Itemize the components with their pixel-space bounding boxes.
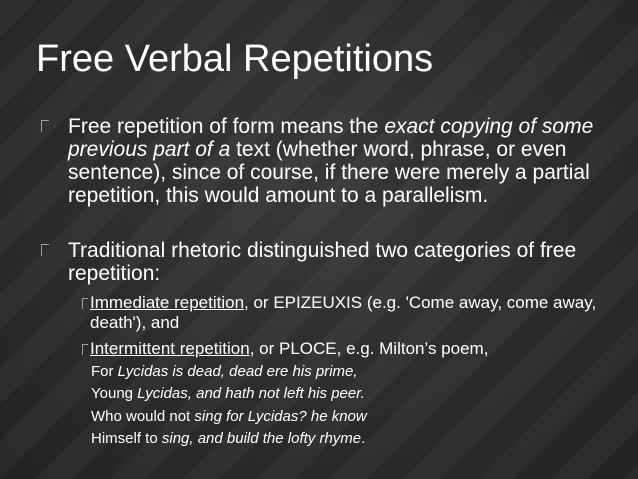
bullet-marker-icon [41, 244, 49, 256]
bullet-free-repetition [68, 115, 608, 207]
bullet-traditional-rhetoric [68, 239, 608, 285]
term-underlined: Intermittent repetition [90, 339, 250, 358]
bullet-emphasis: exact copying of some previous part of a [68, 115, 594, 161]
subbullet-text: , or PLOCE, e.g. Milton’s poem, [249, 339, 489, 358]
bullet-text: Free repetition of form means the [68, 115, 385, 138]
slide-title: Free Verbal Repetitions [36, 38, 434, 80]
bullet-marker-icon [41, 120, 49, 132]
poem-line: Himself to sing, and build the lofty rhyme. [91, 430, 366, 447]
bullet-text: Traditional rhetoric distinguished two categories of free repetition: [68, 239, 577, 285]
sub-bullet-marker-icon [82, 344, 88, 355]
subbullet-intermittent-repetition [90, 339, 610, 359]
poem-line: Young Lycidas, and hath not left his peer. [91, 385, 365, 402]
subbullet-text: , or EPIZEUXIS (e.g. 'Come away, come away, death'), and [90, 293, 597, 332]
bullet-text: text (whether word, phrase, or even sentence), since of course, if there were merely a partial repetition, this would amount to a parallelism. [68, 138, 590, 207]
poem-line: Who would not sing for Lycidas? he know [91, 408, 367, 425]
sub-bullet-marker-icon [82, 298, 88, 309]
subbullet-immediate-repetition [90, 293, 610, 333]
poem-line: For Lycidas is dead, dead ere his prime, [91, 363, 358, 380]
term-underlined: Immediate repetition [90, 293, 245, 312]
